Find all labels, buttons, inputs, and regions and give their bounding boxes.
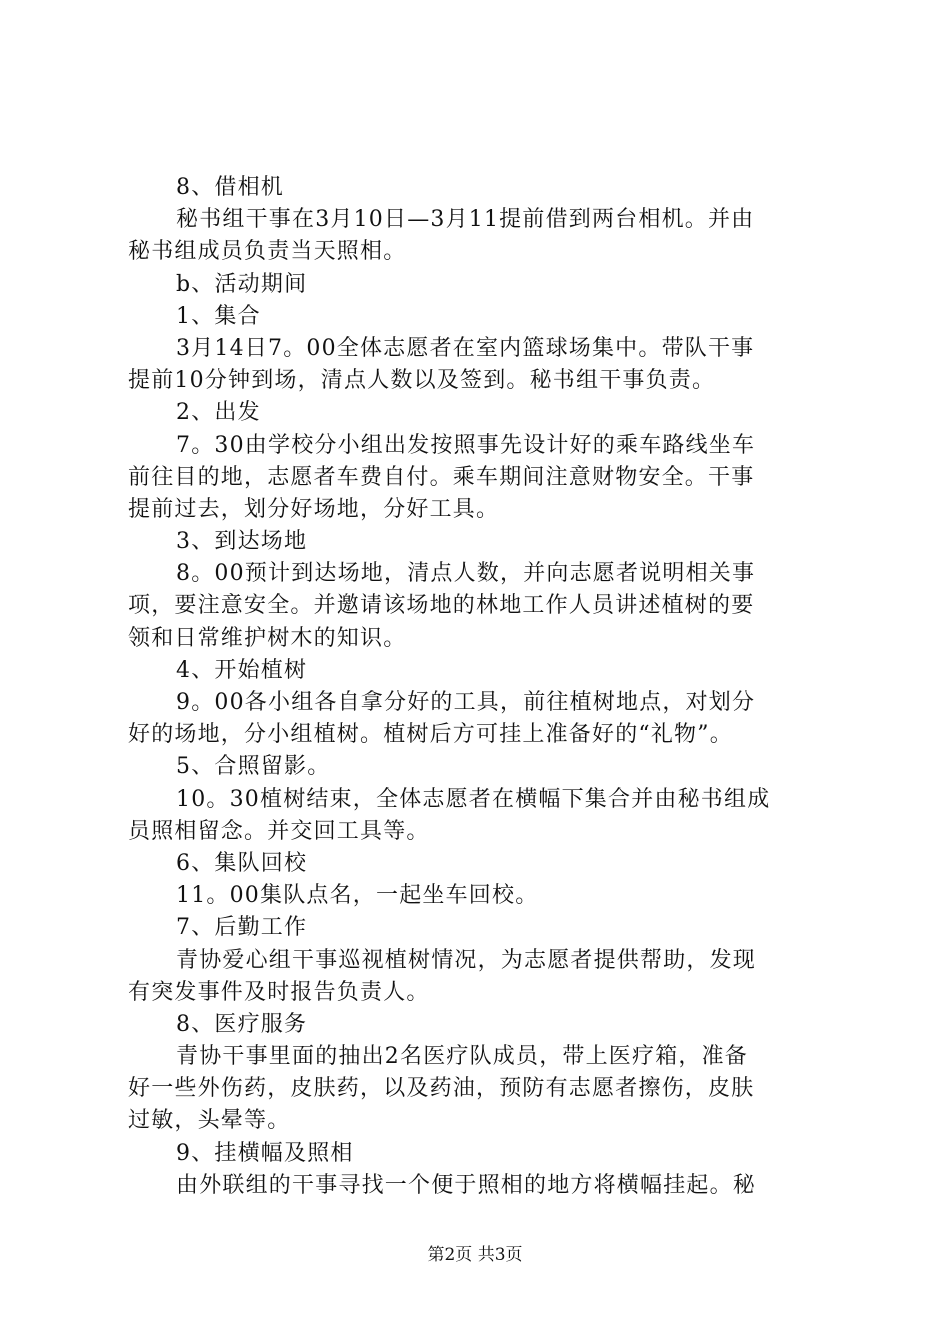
- text-line: 5、合照留影。: [176, 754, 331, 780]
- text-line: 8。00预计到达场地，清点人数，并向志愿者说明相关事: [176, 561, 756, 587]
- text-line: 11。00集队点名，一起坐车回校。: [176, 883, 539, 909]
- text-line: 提前过去，划分好场地，分好工具。: [128, 496, 500, 522]
- text-line: 1、集合: [176, 303, 261, 329]
- text-line: 8、医疗服务: [176, 1011, 308, 1037]
- text-line: 过敏，头晕等。: [128, 1108, 291, 1134]
- text-line: 有突发事件及时报告负责人。: [128, 979, 430, 1005]
- text-line: 7。30由学校分小组出发按照事先设计好的乘车路线坐车: [176, 432, 756, 458]
- text-line: 青协干事里面的抽出2名医疗队成员，带上医疗箱，准备: [176, 1044, 748, 1070]
- text-line: 好的场地，分小组植树。植树后方可挂上准备好的“礼物”。: [128, 722, 733, 748]
- text-line: 员照相留念。并交回工具等。: [128, 818, 430, 844]
- text-line: 2、出发: [176, 400, 261, 426]
- text-line: 9。00各小组各自拿分好的工具，前往植树地点，对划分: [176, 690, 756, 715]
- text-line: 4、开始植树: [176, 657, 308, 683]
- text-line: 3、到达场地: [176, 529, 308, 555]
- text-line: 秘书组干事在3月10日—3月11提前借到两台相机。并由: [176, 207, 755, 233]
- text-line: 9、挂横幅及照相: [176, 1140, 354, 1166]
- text-line: 3月14日7。00全体志愿者在室内篮球场集中。带队干事: [176, 335, 755, 361]
- text-line: 6、集队回校: [176, 850, 308, 876]
- text-line: 前往目的地，志愿者车费自付。乘车期间注意财物安全。干事: [128, 464, 755, 490]
- text-line: 项，要注意安全。并邀请该场地的林地工作人员讲述植树的要: [128, 593, 755, 619]
- text-line: 7、后勤工作: [176, 915, 308, 941]
- text-line: 领和日常维护树木的知识。: [128, 625, 407, 651]
- text-line: 8、借相机: [176, 175, 284, 200]
- text-line: 提前10分钟到场，清点人数以及签到。秘书组干事负责。: [128, 368, 716, 394]
- page-footer: 第2页 共3页: [427, 1245, 523, 1265]
- text-line: 好一些外伤药，皮肤药，以及药油，预防有志愿者擦伤，皮肤: [128, 1076, 755, 1102]
- text-line: 秘书组成员负责当天照相。: [128, 239, 407, 265]
- text-line: b、活动期间: [176, 271, 308, 297]
- text-line: 青协爱心组干事巡视植树情况，为志愿者提供帮助，发现: [176, 947, 757, 973]
- document-body: [128, 172, 832, 1202]
- text-line: 由外联组的干事寻找一个便于照相的地方将横幅挂起。秘: [176, 1172, 757, 1198]
- text-line: 10。30植树结束，全体志愿者在横幅下集合并由秘书组成: [176, 786, 771, 812]
